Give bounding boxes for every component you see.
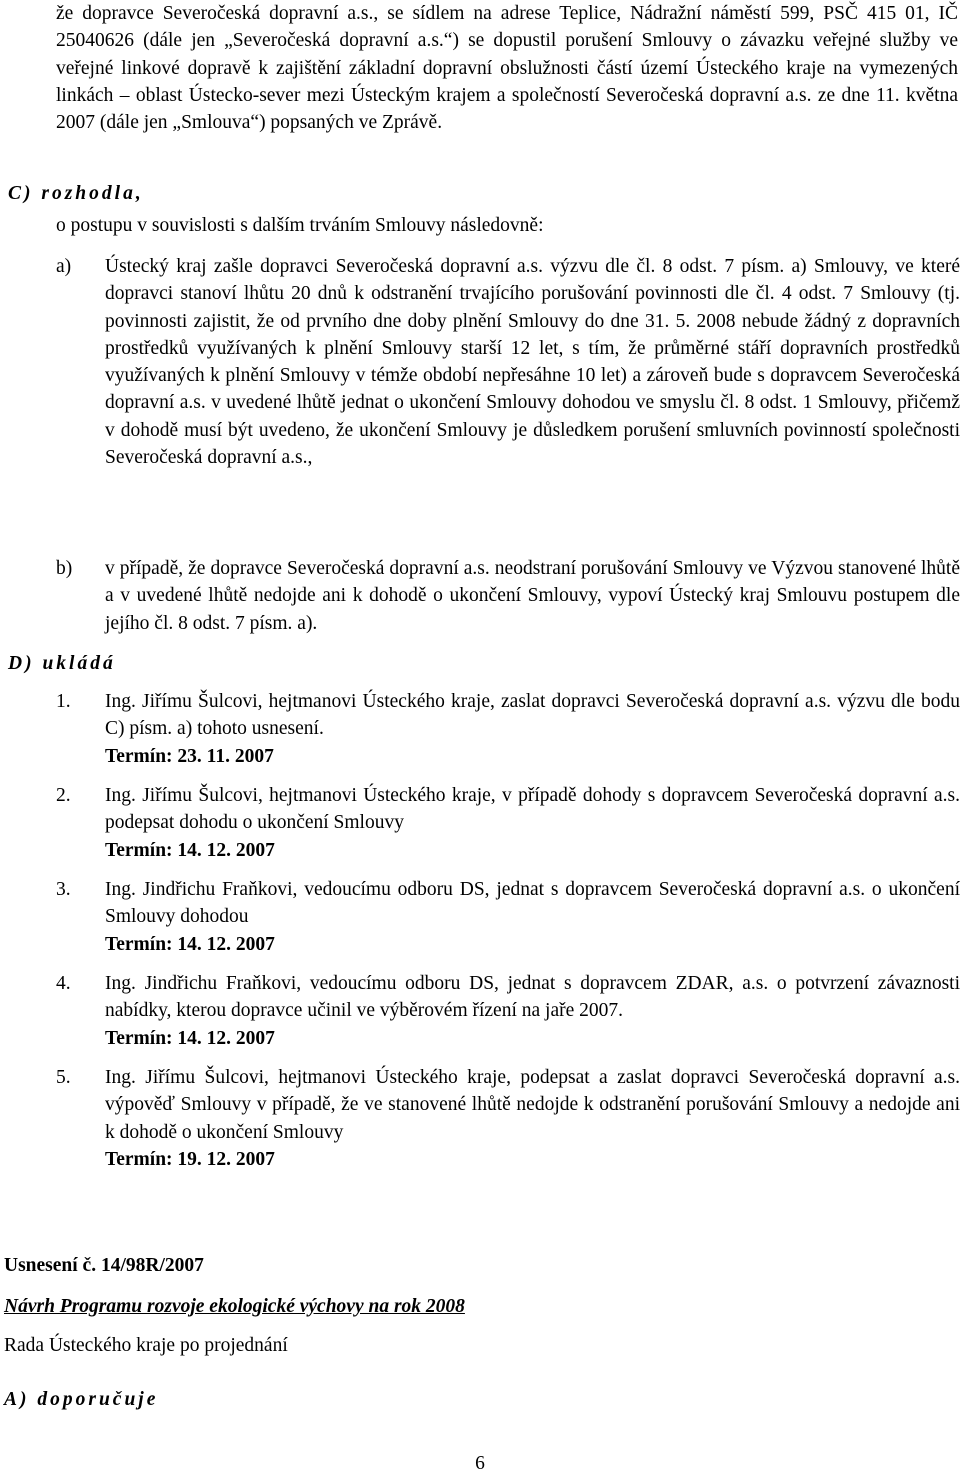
task-deadline: Termín: 14. 12. 2007 xyxy=(105,839,275,861)
task-deadline: Termín: 19. 12. 2007 xyxy=(105,1148,275,1170)
item-text: v případě, že dopravce Severočeská dopravní a.s. neodstraní porušování Smlouvy ve Výzvou stanovené lhůtě a v uvedené lhůtě nedojde ani k dohodě o ukončení Smlouvy, vypoví Ústecký kraj Smlouvu postupem dle jejího čl. 8 odst. 7 písm. a). xyxy=(105,558,960,634)
resolution-number: Usnesení č. 14/98R/2007 xyxy=(4,1255,204,1276)
task-deadline: Termín: 14. 12. 2007 xyxy=(105,1027,275,1049)
task-number: 2. xyxy=(56,785,71,806)
task-text-block xyxy=(105,782,960,864)
task-text-block xyxy=(105,970,960,1052)
task-text-block xyxy=(105,1064,960,1173)
task-text: Ing. Jiřímu Šulcovi, hejtmanovi Ústeckého kraje, podepsat a zaslat dopravci Severočeská dopravní a.s. výpověď Smlouvy v případě, že ve stanovené lhůtě nedojde k odstranění porušování Smlouvy a nedojde ani k dohodě o ukončení Smlouvy xyxy=(105,1067,960,1143)
task-text: Ing. Jiřímu Šulcovi, hejtmanovi Ústeckého kraje, v případě dohody s dopravcem Severočeská dopravní a.s. podepsat dohodu o ukončení Smlouvy xyxy=(105,785,960,834)
task-text-block xyxy=(105,688,960,770)
section-c-heading: C) rozhodla, xyxy=(8,183,144,204)
section-c-lead: o postupu v souvislosti s dalším trváním Smlouvy následovně: xyxy=(56,215,544,236)
task-text-block xyxy=(105,876,960,958)
task-text: Ing. Jindřichu Fraňkovi, vedoucímu odboru DS, jednat s dopravcem ZDAR, a.s. o potvrzení závaznosti nabídky, kterou dopravce učinil ve výběrovém řízení na jaře 2007. xyxy=(105,973,960,1022)
item-mark: b) xyxy=(56,558,73,579)
task-number: 3. xyxy=(56,879,71,900)
resolution-lead: Rada Ústeckého kraje po projednání xyxy=(4,1335,288,1356)
intro-paragraph: že dopravce Severočeská dopravní a.s., se sídlem na adrese Teplice, Nádražní náměstí 599, PSČ 415 01, IČ 25040626 (dále jen „Severočeská dopravní a.s.“) se dopustil porušení Smlouvy o závazku veřejné služby ve veřejné linkové dopravě k zajištění základní dopravní obslužnosti částí území Ústeckého kraje na vymezených linkách – oblast Ústecko-sever mezi Ústeckým krajem a společností Severočeská dopravní a.s. ze dne 11. května 2007 (dále jen „Smlouva“) popsaných ve Zprávě. xyxy=(56,3,958,134)
task-text: Ing. Jiřímu Šulcovi, hejtmanovi Ústeckého kraje, zaslat dopravci Severočeská dopravní a.s. výzvu dle bodu C) písm. a) tohoto usnesení. xyxy=(105,691,960,740)
section-d-heading: D) ukládá xyxy=(8,653,116,674)
task-number: 1. xyxy=(56,691,71,712)
resolution-title: Návrh Programu rozvoje ekologické výchovy na rok 2008 xyxy=(4,1296,465,1317)
page-number: 6 xyxy=(475,1453,485,1474)
task-deadline: Termín: 14. 12. 2007 xyxy=(105,933,275,955)
task-number: 4. xyxy=(56,973,71,994)
task-deadline: Termín: 23. 11. 2007 xyxy=(105,745,274,767)
task-text: Ing. Jindřichu Fraňkovi, vedoucímu odboru DS, jednat s dopravcem Severočeská dopravní a.s. o ukončení Smlouvy dohodou xyxy=(105,879,960,928)
task-number: 5. xyxy=(56,1067,71,1088)
item-mark: a) xyxy=(56,256,72,277)
resolution-heading: A) doporučuje xyxy=(4,1389,159,1410)
item-text: Ústecký kraj zašle dopravci Severočeská dopravní a.s. výzvu dle čl. 8 odst. 7 písm. a) Smlouvy, ve které dopravci stanoví lhůtu 20 dnů k odstranění trvajícího porušování povinnosti dle čl. 4 odst. 7 Smlouvy (tj. povinnosti zajistit, že od prvního dne doby plnění Smlouvy do dne 31. 5. 2008 nebude žádný z dopravních prostředků využívaných k plnění Smlouvy starší 12 let, s tím, že průměrné stáří dopravních prostředků využívaných k plnění Smlouvy v témže období nepřesáhne 10 let) a zároveň bude s dopravcem Severočeská dopravní a.s. v uvedené lhůtě jednat o ukončení Smlouvy dohodou ve smyslu čl. 8 odst. 1 Smlouvy, přičemž v dohodě musí být uvedeno, že ukončení Smlouvy je důsledkem porušení smluvních povinností společnosti Severočeská dopravní a.s., xyxy=(105,256,960,469)
